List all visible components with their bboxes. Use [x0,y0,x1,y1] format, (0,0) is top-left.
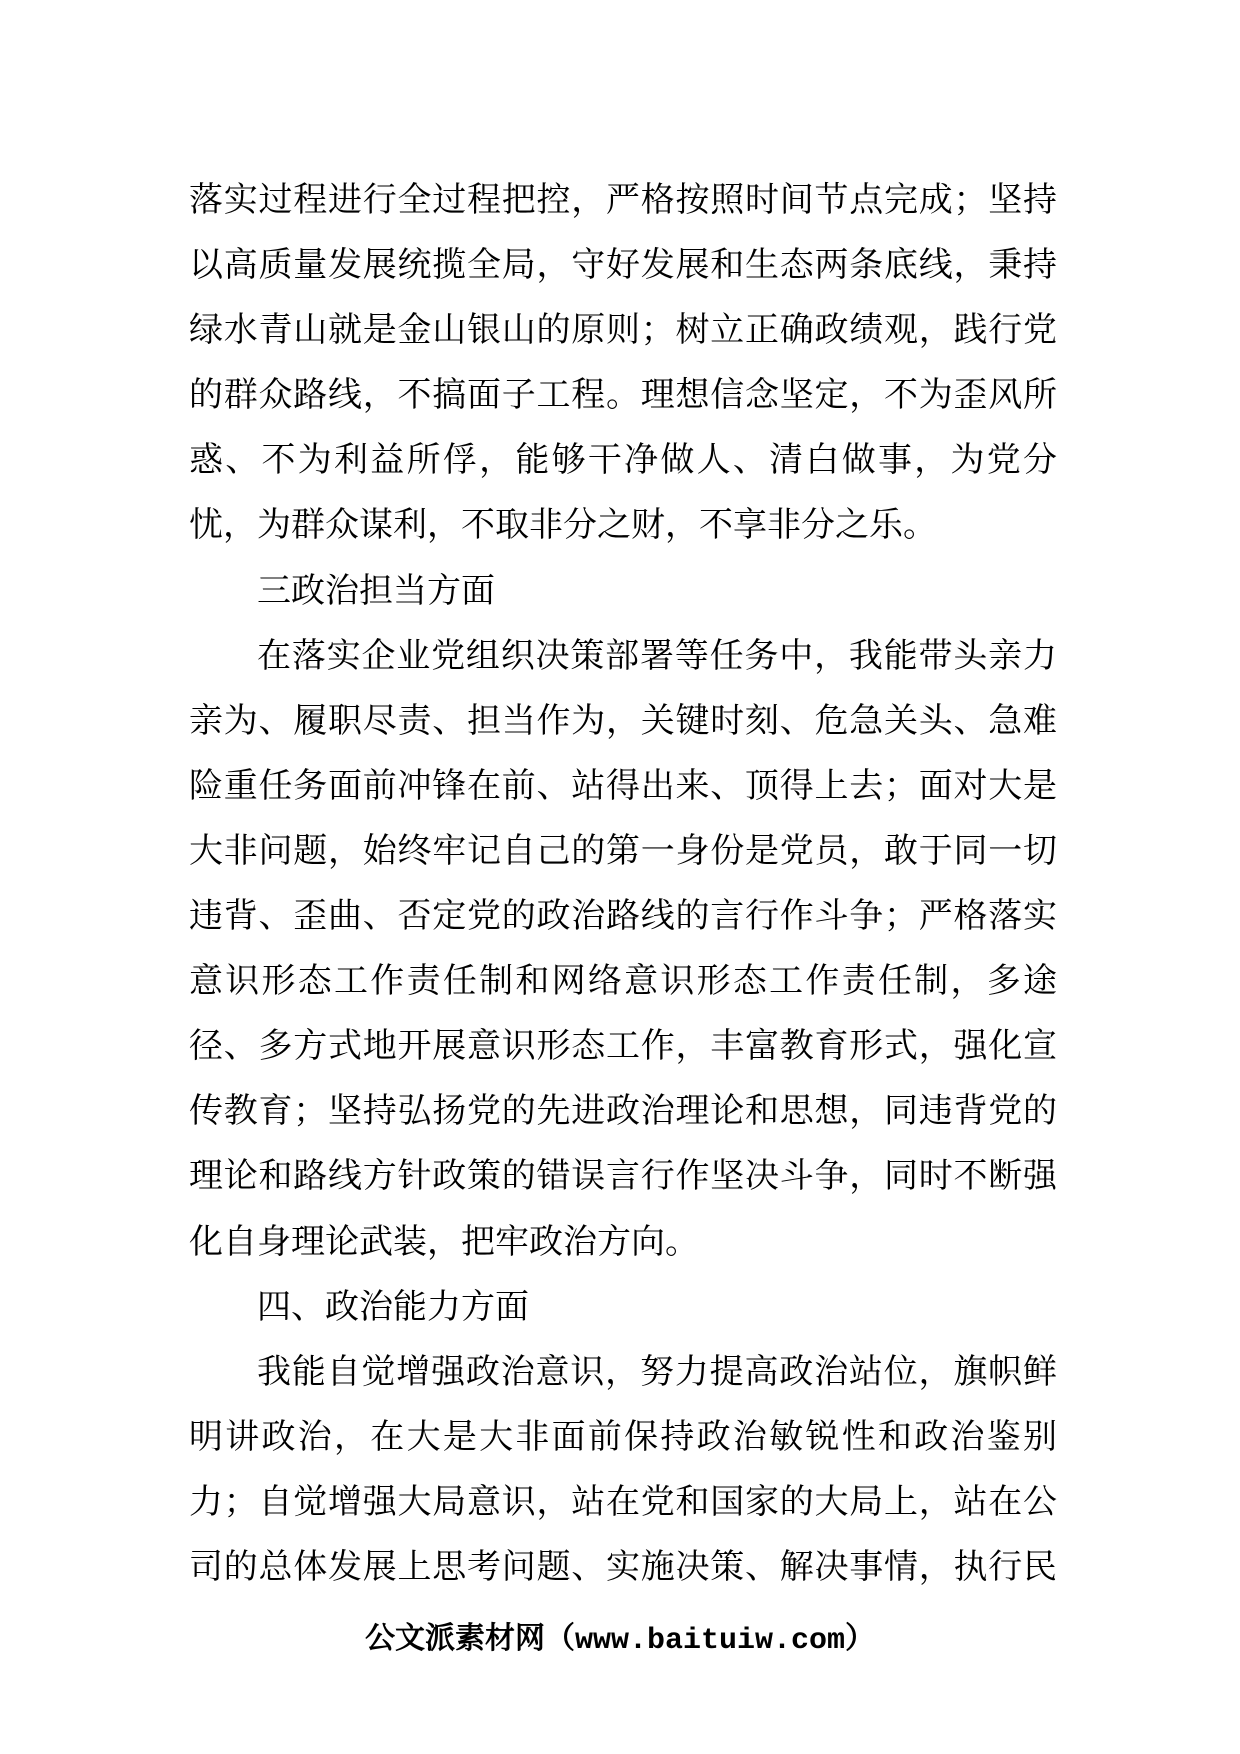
body-text-line: 明讲政治，在大是大非面前保持政治敏锐性和政治鉴别 [189,1416,1057,1457]
body-text-line: 意识形态工作责任制和网络意识形态工作责任制，多途 [189,961,1057,1002]
body-text-line: 大非问题，始终牢记自己的第一身份是党员，敢于同一切 [189,830,1057,871]
body-text-line: 力；自觉增强大局意识，站在党和国家的大局上，站在公 [189,1481,1057,1522]
body-text-line: 的群众路线，不搞面子工程。理想信念坚定，不为歪风所 [189,375,1057,416]
section-heading: 三政治担当方面 [257,570,495,611]
footer-watermark: 公文派素材网（www.baituiw.com） [364,1624,876,1658]
document-body [189,168,1057,1600]
body-text-line: 落实过程进行全过程把控，严格按照时间节点完成；坚持 [189,180,1057,220]
section-heading: 四、政治能力方面 [257,1286,529,1327]
body-text-line: 化自身理论武装，把牢政治方向。 [189,1221,699,1262]
body-text-line: 亲为、履职尽责、担当作为，关键时刻、危急关头、急难 [189,700,1057,741]
body-text-line: 在落实企业党组织决策部署等任务中，我能带头亲力 [257,635,1057,676]
body-text-line: 司的总体发展上思考问题、实施决策、解决事情，执行民 [189,1546,1057,1587]
body-text-line: 违背、歪曲、否定党的政治路线的言行作斗争；严格落实 [189,896,1057,937]
body-text-line: 忧，为群众谋利，不取非分之财，不享非分之乐。 [189,505,937,546]
body-text-line: 传教育；坚持弘扬党的先进政治理论和思想，同违背党的 [189,1091,1057,1132]
body-text-line: 惑、不为利益所俘，能够干净做人、清白做事，为党分 [189,440,1057,481]
body-text-line: 险重任务面前冲锋在前、站得出来、顶得上去；面对大是 [189,765,1057,806]
body-text-line: 以高质量发展统揽全局，守好发展和生态两条底线，秉持 [189,245,1057,286]
body-text-line: 径、多方式地开展意识形态工作，丰富教育形式，强化宣 [189,1026,1057,1067]
body-text-line: 理论和路线方针政策的错误言行作坚决斗争，同时不断强 [189,1156,1057,1197]
body-text-line: 我能自觉增强政治意识，努力提高政治站位，旗帜鲜 [257,1351,1057,1392]
body-text-line: 绿水青山就是金山银山的原则；树立正确政绩观，践行党 [189,310,1057,351]
